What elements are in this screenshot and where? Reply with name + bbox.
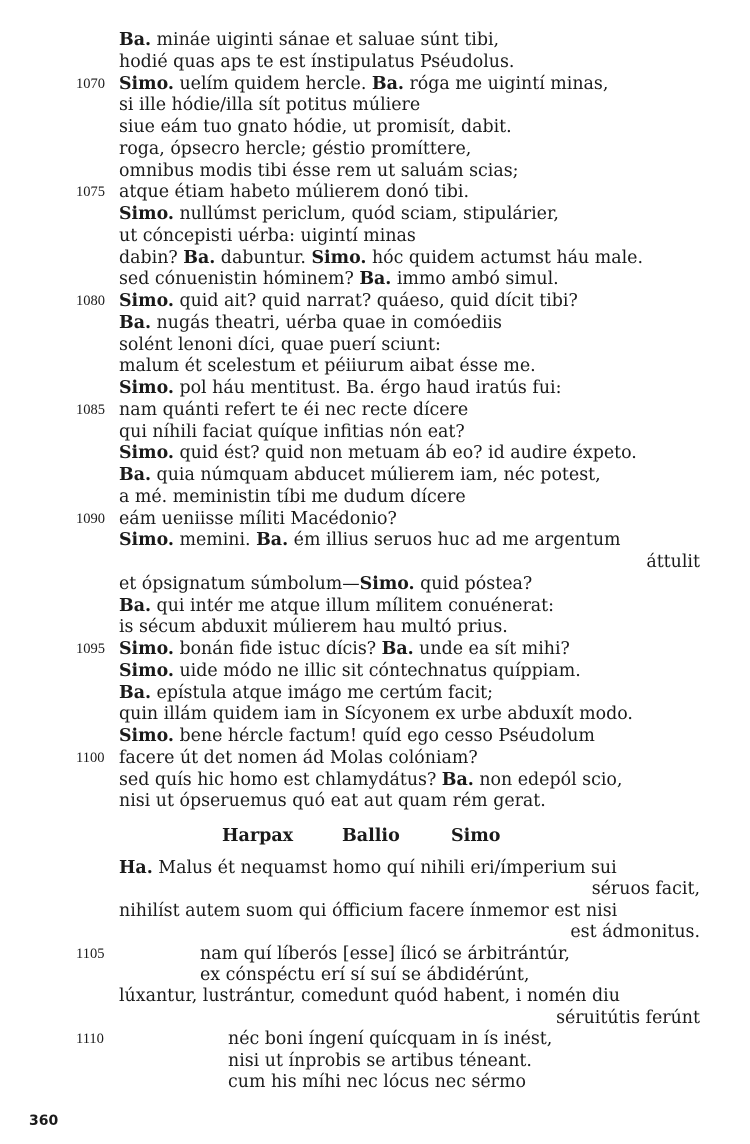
verse-text	[119, 421, 465, 443]
verse-text	[119, 225, 416, 247]
verse-segment: Malus ét nequamst homo quí nihili eri/ímperium sui	[152, 858, 617, 878]
speaker-label: Ha.	[119, 858, 153, 878]
verse-segment: hóc quidem actumst háu male.	[366, 247, 643, 268]
line-number: 1100	[76, 749, 105, 766]
verse-segment: néc boni íngení quícquam in ís inést,	[228, 1029, 553, 1050]
speaker-label: Simo.	[119, 204, 174, 224]
verse-line	[0, 377, 750, 399]
verse-line	[0, 355, 750, 377]
verse-text	[119, 290, 578, 312]
verse-line	[0, 94, 750, 116]
verse-segment: sed quís hic homo est chlamydátus?	[119, 769, 442, 790]
verse-line	[0, 985, 750, 1007]
verse-segment: facere út det nomen ád Molas colóniam?	[119, 747, 478, 768]
speaker-label: Ba.	[371, 73, 404, 94]
line-number: 1090	[76, 510, 105, 527]
verse-text	[119, 116, 512, 138]
verse-text	[119, 94, 420, 116]
verse-segment: uelím quidem hercle.	[173, 73, 372, 94]
verse-line	[0, 900, 750, 922]
line-number: 1105	[76, 945, 105, 962]
verse-segment: a mé. meministin tíbi me dudum dícere	[119, 486, 466, 507]
verse-line	[0, 551, 750, 573]
character-name-harpax: Harpax	[222, 826, 294, 846]
verse-segment: séruitútis ferúnt	[556, 1007, 700, 1028]
verse-segment: quin illám quidem iam in Sícyonem ex urbe abduxít modo.	[119, 704, 633, 725]
verse-line	[0, 573, 750, 595]
verse-segment: qui níhili faciat quíque infitias nón eat?	[119, 421, 465, 442]
verse-segment: quid póstea?	[414, 573, 533, 594]
verse-segment: siue eám tuo gnato hódie, ut promisít, dabit.	[119, 117, 512, 137]
verse-segment: omnibus modis tibi ésse rem ut saluám scias;	[119, 160, 519, 181]
verse-text	[119, 399, 468, 421]
speaker-label: Ba.	[119, 595, 152, 616]
verse-segment: cum his míhi nec lócus nec sérmo	[228, 1072, 526, 1092]
verse-text	[119, 442, 637, 464]
verse-text	[119, 377, 561, 399]
scene-heading	[0, 824, 750, 848]
verse-line	[0, 660, 750, 682]
verse-line	[0, 1071, 750, 1093]
verse-segment: nisi ut ópseruemus quó eat aut quam rém gerat.	[119, 791, 546, 812]
line-number: 1075	[76, 184, 105, 201]
verse-text	[119, 160, 519, 182]
verse-segment: ut cóncepisti uérba: uigintí minas	[119, 225, 416, 246]
verse-segment: mináe uiginti sánae et saluae súnt tibi,	[151, 30, 500, 50]
verse-text	[119, 73, 608, 95]
verse-line	[0, 29, 750, 51]
verse-text	[119, 486, 466, 508]
speaker-label: Simo.	[359, 573, 415, 594]
verse-line	[0, 964, 750, 986]
verse-segment: séruos facit,	[591, 879, 700, 900]
verse-text	[119, 790, 546, 812]
verse-line	[0, 921, 750, 943]
verse-segment: is sécum abduxit múlierem hau multó prius.	[119, 617, 508, 638]
verse-segment: atque étiam habeto múlierem donó tibi.	[119, 182, 470, 203]
speaker-label: Ba.	[119, 465, 152, 485]
verse-line	[0, 290, 750, 312]
verse-segment: roga, ópsecro hercle; géstio promíttere,	[119, 138, 472, 159]
verse-segment: et ópsignatum súmbolum—	[119, 573, 360, 594]
verse-segment: immo ambó simul.	[391, 269, 559, 290]
verse-segment: malum ét scelestum et péiiurum aibat ésse me.	[119, 356, 536, 377]
verse-line	[0, 312, 750, 334]
verse-segment: eám ueniisse míliti Macédonio?	[119, 508, 397, 529]
verse-line	[0, 508, 750, 530]
verse-line	[0, 203, 750, 225]
verse-text	[119, 268, 559, 290]
verse-line	[0, 943, 750, 965]
verse-segment: bene hércle factum! quíd ego cesso Pséudolum	[173, 726, 595, 746]
verse-segment: quia númquam abducet múlierem iam, néc potest,	[151, 465, 601, 485]
verse-segment: bonán fide istuc dícis?	[173, 639, 382, 659]
line-number: 1080	[76, 293, 105, 309]
speaker-label: Simo.	[119, 291, 174, 311]
verse-segment: nullúmst periclum, quód sciam, stipulárier,	[173, 204, 559, 224]
verse-segment: quid ést? quid non metuam áb eo? id audire éxpeto.	[173, 443, 637, 464]
line-number: 1070	[76, 75, 105, 92]
page-number: 360	[29, 1113, 59, 1129]
verse-line	[0, 160, 750, 182]
verse-segment: ex cónspéctu erí sí suí se ábdidérúnt,	[200, 965, 530, 985]
character-name-ballio: Ballio	[342, 826, 400, 846]
verse-text	[119, 29, 499, 51]
verse-text	[119, 900, 617, 922]
verse-segment: memini.	[173, 530, 257, 551]
verse-line-continuation	[646, 551, 700, 573]
verse-segment: uide módo ne illic sit cóntechnatus quíppiam.	[173, 660, 581, 681]
speaker-label: Simo.	[119, 530, 174, 551]
verse-text	[119, 857, 617, 879]
speaker-label: Simo.	[119, 639, 174, 659]
line-number: 1110	[76, 1031, 104, 1048]
speaker-label: Ba.	[359, 269, 392, 290]
verse-line	[0, 769, 750, 791]
verse-text	[119, 573, 532, 595]
verse-text	[119, 464, 601, 486]
verse-line	[0, 334, 750, 356]
speaker-label: Ba.	[119, 312, 152, 333]
verse-line	[0, 703, 750, 725]
verse-line	[0, 747, 750, 769]
verse-text	[228, 1050, 532, 1072]
verse-text	[119, 529, 621, 551]
verse-line	[0, 725, 750, 747]
verse-segment: non edepól scio,	[473, 769, 623, 790]
verse-text	[228, 1028, 552, 1050]
verse-text	[119, 747, 478, 769]
verse-segment: dabuntur.	[215, 247, 312, 268]
verse-line	[0, 421, 750, 443]
verse-text	[119, 703, 633, 725]
speaker-label: Simo.	[119, 378, 174, 398]
verse-line-continuation	[556, 1007, 700, 1029]
speaker-label: Simo.	[311, 247, 367, 268]
speaker-label: Ba.	[441, 769, 474, 790]
verse-segment: hodié quas aps te est ínstipulatus Pséudolus.	[119, 51, 515, 72]
verse-line	[0, 638, 750, 660]
verse-line	[0, 73, 750, 95]
verse-text	[200, 964, 529, 986]
verse-segment: lúxantur, lustrántur, comedunt quód habent, i nomén diu	[119, 986, 620, 1007]
verse-line-continuation	[592, 878, 700, 900]
verse-line	[0, 595, 750, 617]
verse-segment: est ádmonitus.	[570, 922, 700, 943]
speaker-label: Ba.	[119, 682, 152, 703]
verse-line	[0, 682, 750, 704]
verse-segment: epístula atque imágo me certúm facit;	[151, 682, 493, 703]
verse-segment: quid ait? quid narrat? quáeso, quid dícit tibi?	[173, 291, 578, 311]
verse-segment: si ille hódie/illa sít potitus múliere	[119, 95, 421, 116]
verse-text	[119, 616, 508, 638]
speaker-label: Simo.	[119, 660, 174, 681]
line-number: 1085	[76, 401, 105, 418]
verse-text	[119, 181, 469, 203]
verse-segment: nisi ut ínprobis se artibus téneant.	[228, 1050, 532, 1071]
verse-segment: nihilíst autem suom qui ófficium facere ínmemor est nisi	[119, 900, 618, 921]
speaker-label: Simo.	[119, 73, 174, 94]
verse-segment: qui intér me atque illum mílitem conuénerat:	[151, 595, 554, 616]
speaker-label: Ba.	[256, 530, 289, 551]
line-number: 1095	[76, 641, 105, 657]
verse-text	[119, 638, 570, 660]
verse-line	[0, 1028, 750, 1050]
verse-line	[0, 225, 750, 247]
speaker-label: Ba.	[119, 30, 152, 50]
verse-text	[119, 312, 502, 334]
verse-segment: nugás theatri, uérba quae in comóediis	[151, 312, 502, 333]
verse-line	[0, 529, 750, 551]
verse-segment: pol háu mentitust. Ba. érgo haud iratús fui:	[173, 378, 562, 398]
verse-line	[0, 247, 750, 269]
verse-line	[0, 399, 750, 421]
verse-text	[119, 769, 622, 791]
speaker-label: Simo.	[119, 443, 174, 464]
verse-line	[0, 138, 750, 160]
verse-text	[119, 660, 581, 682]
verse-segment: unde ea sít mihi?	[413, 639, 570, 659]
character-name-simo: Simo	[451, 826, 501, 846]
verse-line	[0, 878, 750, 900]
speaker-label: Ba.	[183, 247, 216, 268]
verse-text	[119, 138, 471, 160]
verse-text	[119, 334, 441, 356]
verse-segment: dabin?	[119, 247, 184, 268]
verse-text	[119, 247, 643, 269]
verse-line	[0, 857, 750, 879]
verse-segment: nam quí líberós [esse] ílicó se árbitrántúr,	[200, 943, 570, 964]
verse-line	[0, 181, 750, 203]
speaker-label: Simo.	[119, 726, 174, 746]
verse-text	[119, 203, 559, 225]
verse-line	[0, 790, 750, 812]
verse-text	[119, 508, 397, 530]
verse-line	[0, 464, 750, 486]
verse-segment: ém illius seruos huc ad me argentum	[288, 530, 621, 551]
verse-text	[119, 725, 595, 747]
verse-line	[0, 51, 750, 73]
verse-segment: róga me uigintí minas,	[403, 73, 609, 94]
speaker-label: Ba.	[381, 639, 414, 659]
verse-line	[0, 116, 750, 138]
verse-text	[119, 355, 536, 377]
verse-segment: áttulit	[646, 552, 700, 572]
verse-text	[119, 985, 620, 1007]
verse-segment: sed cónuenistin hóminem?	[119, 269, 360, 290]
verse-text	[200, 943, 570, 965]
verse-line	[0, 616, 750, 638]
verse-line-continuation	[570, 921, 700, 943]
verse-text	[228, 1071, 526, 1093]
verse-line	[0, 486, 750, 508]
verse-text	[119, 595, 554, 617]
verse-segment: nam quánti refert te éi nec recte dícere	[119, 399, 469, 420]
verse-text	[119, 682, 493, 704]
verse-line	[0, 1007, 750, 1029]
verse-line	[0, 1050, 750, 1072]
verse-segment: solént lenoni díci, quae puerí sciunt:	[119, 334, 441, 355]
verse-text	[119, 51, 514, 73]
verse-line	[0, 442, 750, 464]
verse-line	[0, 268, 750, 290]
